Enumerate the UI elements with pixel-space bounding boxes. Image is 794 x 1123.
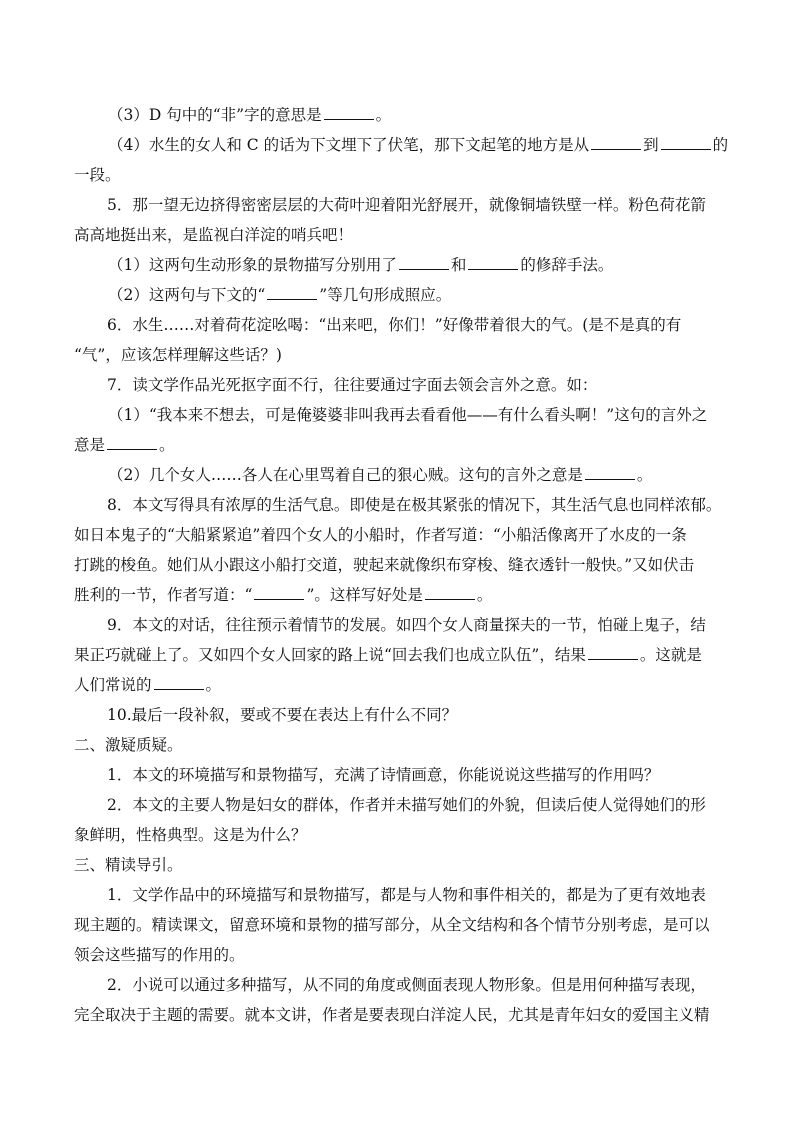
text-segment: 意是 [74,436,106,454]
answer-blank[interactable] [588,641,638,660]
text-segment: 高高地挺出来，是监视白洋淀的哨兵吧！ [74,226,354,244]
question-line [74,970,724,1000]
question-line [74,490,724,520]
answer-blank[interactable] [107,431,157,450]
text-line-continued [74,340,724,370]
text-segment: 1．本文的环境描写和景物描写，充满了诗情画意，你能说说这些描写的作用吗？ [107,766,660,784]
text-line-continued [74,550,724,580]
text-segment: 。 [159,436,175,454]
text-segment: 胜利的一节，作者写道：“ [74,586,253,604]
text-segment: 果正巧就碰上了。又如四个女人回家的路上说“回去我们也成立队伍”，结果 [74,646,586,664]
text-segment: 。 [375,106,392,124]
text-segment: 的 [712,136,729,154]
text-segment: 一段。 [74,166,121,184]
section-heading [74,730,724,760]
text-segment: 到 [643,136,659,154]
answer-blank[interactable] [399,251,449,270]
section-heading [74,850,724,880]
question-line [74,250,724,280]
text-segment: 10.最后一段补叙，要或不要在表达上有什么不同？ [107,706,458,724]
text-line-continued [74,220,724,250]
text-segment: （1）这两句生动形象的景物描写分别用了 [108,256,397,274]
question-line [74,880,724,910]
text-line-continued [74,940,724,970]
text-segment: （3）D 句中的“非”字的意思是 [108,106,322,124]
question-line [74,370,724,400]
question-line [74,460,724,490]
text-segment: 。 [205,676,222,694]
answer-blank[interactable] [267,281,317,300]
text-segment: 象鲜明，性格典型。这是为什么？ [74,826,307,844]
answer-blank[interactable] [591,131,641,150]
text-line-continued [74,910,724,940]
text-segment: （2）这两句与下文的“ [108,286,266,304]
question-line [74,790,724,820]
text-line-continued [74,640,724,670]
text-segment: “气”，应该怎样理解这些话？) [74,346,282,364]
text-segment: 5．那一望无边挤得密密层层的大荷叶迎着阳光舒展开，就像铜墙铁壁一样。粉色荷花箭 [107,196,706,214]
question-line [74,700,724,730]
text-line-continued [74,670,724,700]
text-segment: （1）“我本来不想去，可是俺婆婆非叫我再去看看他——有什么看头啊！”这句的言外之 [108,406,708,424]
text-segment: 1．文学作品中的环境描写和景物描写，都是与人物和事件相关的，都是为了更有效地表 [107,886,706,904]
answer-blank[interactable] [324,101,374,120]
text-segment: 9．本文的对话，往往预示着情节的发展。如四个女人商量探夫的一节，怕碰上鬼子，结 [107,616,706,634]
question-line [74,280,724,310]
question-line [74,610,724,640]
document-body [74,100,729,1030]
text-segment: （4）水生的女人和 C 的话为下文埋下了伏笔，那下文起笔的地方是从 [108,136,590,154]
answer-blank[interactable] [254,581,304,600]
text-segment: 三、精读导引。 [74,856,183,874]
text-segment: 领会这些描写的作用的。 [74,946,245,964]
text-segment: ”。这样写好处是 [306,586,423,604]
text-line-continued [74,820,724,850]
text-segment: 。 [476,586,493,604]
answer-blank[interactable] [425,581,475,600]
text-segment: 如日本鬼子的“大船紧紧追”着四个女人的小船时，作者写道：“小船活像离开了水皮的一条 [74,526,687,544]
text-line-continued [74,1000,724,1030]
question-line [74,310,724,340]
text-segment: 现主题的。精读课文，留意环境和景物的描写部分，从全文结构和各个情节分别考虑，是可以 [74,916,710,934]
text-segment: 完全取决于主题的需要。就本文讲，作者是要表现白洋淀人民，尤其是青年妇女的爱国主义精 [74,1006,710,1024]
text-segment: 8．本文写得具有浓厚的生活气息。即使是在极其紧张的情况下，其生活气息也同样浓郁。 [107,496,722,514]
question-line [74,130,729,160]
text-segment: 人们常说的 [74,676,152,694]
text-segment: ”等几句形成照应。 [319,286,452,304]
text-segment: （2）几个女人……各人在心里骂着自己的狠心贼。这句的言外之意是 [108,466,583,484]
text-segment: 和 [450,256,467,274]
text-segment: 6．水生……对着荷花淀吆喝：“出来吧，你们！”好像带着很大的气。(是不是真的有 [107,316,682,334]
text-segment: 7．读文学作品光死抠字面不行，往往要通过字面去领会言外之意。如： [107,376,598,394]
text-segment: 的修辞手法。 [520,256,614,274]
text-segment: 打跳的梭鱼。她们从小跟这小船打交道，驶起来就像织布穿梭、缝衣透针一般快。”又如伏击 [74,556,695,574]
answer-blank[interactable] [154,671,204,690]
question-line [74,400,724,430]
text-segment: 。 [636,466,653,484]
question-line [74,190,724,220]
text-segment: 2．本文的主要人物是妇女的群体，作者并未描写她们的外貌，但读后使人觉得她们的形 [107,796,706,814]
question-line [74,760,724,790]
question-line [74,100,724,130]
answer-blank[interactable] [585,461,635,480]
text-line-continued [74,430,724,460]
text-segment: 。这就是 [639,646,702,664]
text-line-continued [74,160,724,190]
answer-blank[interactable] [661,131,711,150]
text-line-continued [74,520,724,550]
text-segment: 2．小说可以通过多种描写，从不同的角度或侧面表现人物形象。但是用何种描写表现， [107,976,706,994]
answer-blank[interactable] [468,251,518,270]
text-segment: 二、激疑质疑。 [74,736,183,754]
text-line-continued [74,580,724,610]
